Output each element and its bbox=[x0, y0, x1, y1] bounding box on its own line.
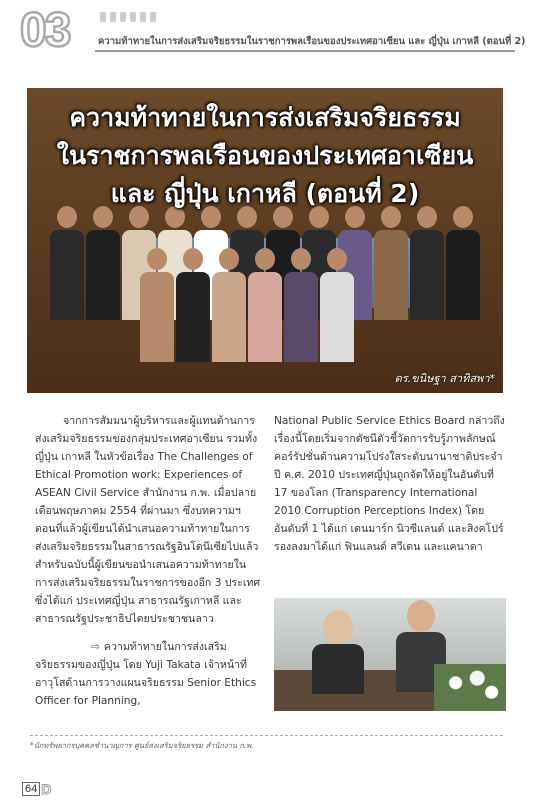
footnote-divider bbox=[30, 735, 503, 736]
seminar-photo bbox=[274, 598, 506, 711]
japan-paragraph bbox=[35, 638, 261, 710]
section-number: 03 bbox=[20, 4, 70, 57]
photo-title-line-2: ในราชการพลเรือนของประเทศอาเซียน bbox=[56, 141, 474, 170]
header-rule bbox=[95, 50, 515, 52]
running-title: ความท้าทายในการส่งเสริมจริยธรรมในราชการพลเรือนของประเทศอาเซียน และ ญี่ปุ่น เกาหลี (ตอนที่ 2) bbox=[98, 36, 526, 47]
japan-paragraph-text: ความท้าทายในการส่งเสริมจริยธรรมของญี่ปุ่น โดย Yuji Takata เจ้าหน้าที่อาวุโสด้านการวางแผนจริยธรรม Senior Ethics Officer for Planning, bbox=[35, 641, 257, 707]
photo-title-line-1: ความท้าทายในการส่งเสริมจริยธรรม bbox=[69, 103, 461, 132]
arrow-icon: ⇨ bbox=[91, 641, 100, 653]
header-decoration bbox=[100, 12, 160, 28]
author-credit: ดร.ขนิษฐา สาทิสพา* bbox=[394, 372, 495, 385]
flower-arrangement bbox=[434, 664, 506, 711]
group-photo bbox=[27, 88, 503, 393]
page-number-value: 64 bbox=[22, 782, 40, 796]
page-number bbox=[22, 781, 51, 797]
footnote: *นักทรัพยากรบุคคลชำนาญการ ศูนย์ส่งเสริมจริยธรรม สำนักงาน ก.พ. bbox=[30, 741, 254, 750]
speaker-figure bbox=[312, 610, 364, 690]
right-column bbox=[274, 412, 506, 556]
photo-title-line-3: และ ญี่ปุ่น เกาหลี (ตอนที่ 2) bbox=[110, 179, 420, 208]
front-row bbox=[139, 248, 355, 362]
intro-paragraph: จากการสัมมนาผู้บริหารและผู้แทนด้านการส่งเสริมจริยธรรมของกลุ่มประเทศอาเซียน รวมทั้งญี่ปุ่น เกาหลี ในหัวข้อเรื่อง The Challenges of Ethical Promotion work: Experiences of ASEAN Civil Service สำนักงาน ก.พ. เมื่อปลายเดือนพฤษภาคม 2554 ที่ผ่านมา ซึ่งบทความฯตอนที่แล้วผู้เขียนได้นำเสนอความท้าทายในการส่งเสริมจริยธรรมในสาธารณรัฐอินโดนีเซียไปแล้ว สำหรับฉบับนี้ผู้เขียนขอนำเสนอความท้าทายในการส่งเสริมจริยธรรมในราชการของอีก 3 ประเทศ ซึ่งได้แก่ ประเทศญี่ปุ่น สาธารณรัฐเกาหลี และสาธารณรัฐประชาธิปไตยประชาชนลาว bbox=[35, 415, 261, 625]
page-mark: D bbox=[41, 781, 52, 797]
continued-paragraph: National Public Service Ethics Board กล่าวถึงเรื่องนี้โดยเริ่มจากดัชนีตัวชี้วัดการรับรู้ภาพลักษณ์คอร์รัปชั่นด้านความโปร่งใสระดับนานาชาติประจำปี ค.ศ. 2010 ประเทศญี่ปุ่นถูกจัดให้อยู่ในอันดับที่ 17 ของโลก (Transparency International 2010 Corruption Perceptions Index) โดยอันดับที่ 1 ได้แก่ เดนมาร์ก นิวซีแลนด์ และสิงคโปร์ รองลงมาได้แก่ ฟินแลนด์ สวีเดน และแคนาดา bbox=[274, 415, 505, 553]
left-column bbox=[35, 412, 261, 710]
